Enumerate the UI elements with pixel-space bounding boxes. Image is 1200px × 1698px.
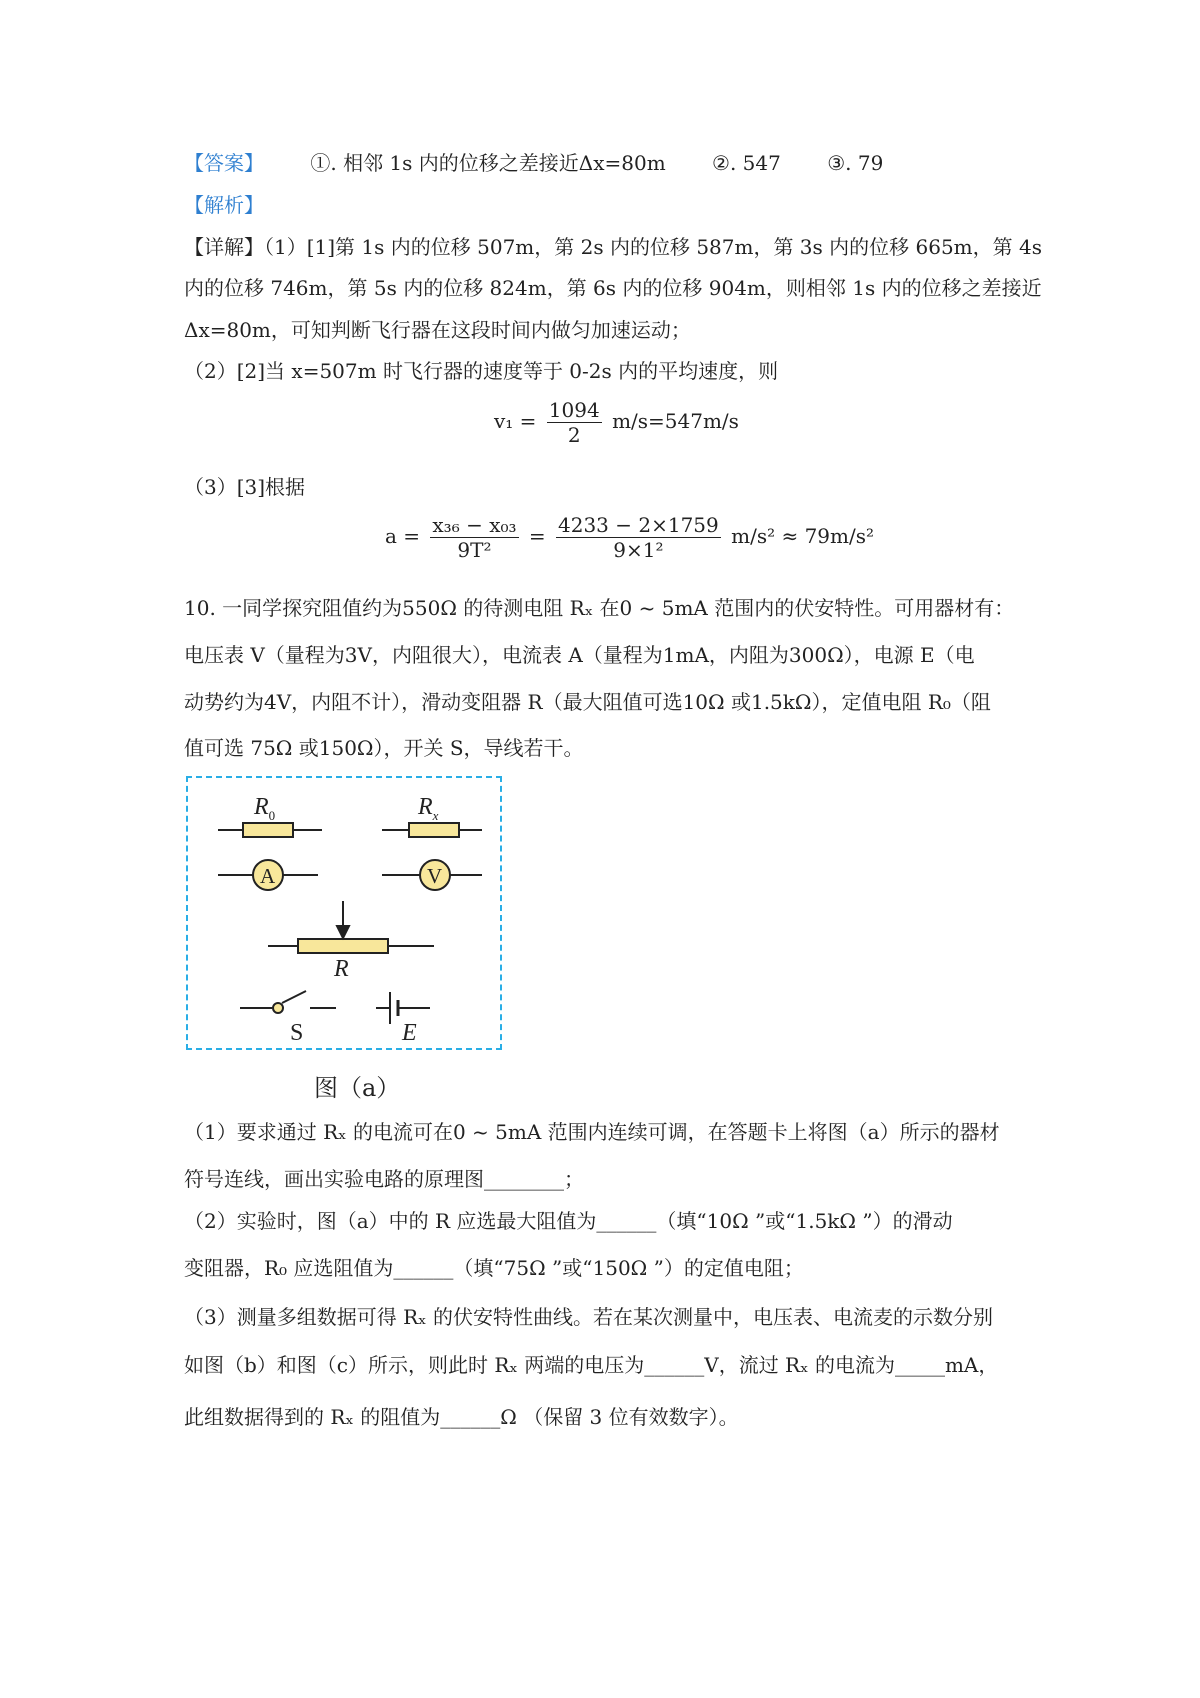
denominator: 9T² <box>457 538 492 562</box>
resistor-rx-symbol <box>382 823 482 837</box>
formula-rhs: m/s=547m/s <box>612 409 739 433</box>
figure-caption: 图（a） <box>314 1074 401 1102</box>
label-rheostat: R <box>334 956 349 982</box>
formula-lhs: v₁ = <box>494 409 537 433</box>
answer-line <box>184 147 883 176</box>
question-line: 值可选 75Ω 或150Ω），开关 S，导线若干。 <box>184 736 584 760</box>
resistor-r0-symbol <box>218 823 322 837</box>
label-voltmeter: V <box>427 864 443 888</box>
denominator: 2 <box>567 423 581 447</box>
question-line: 10. 一同学探究阻值约为550Ω 的待测电阻 Rₓ 在0 ~ 5mA 范围内的伏安特性。可用器材有： <box>184 596 1015 620</box>
analysis-label: 【解析】 <box>184 193 264 217</box>
formula-lhs: a = <box>385 524 421 548</box>
answer-1: ①. 相邻 1s 内的位移之差接近Δx=80m <box>310 151 666 175</box>
question-line: 电压表 V（量程为3V，内阻很大），电流表 A（量程为1mA，内阻为300Ω），电源 E（电 <box>184 643 975 667</box>
answer-label: 【答案】 <box>184 151 264 175</box>
label-ammeter: A <box>260 864 276 888</box>
part-line: 符号连线，画出实验电路的原理图________； <box>184 1167 584 1191</box>
numerator: 1094 <box>548 398 600 422</box>
formula-a <box>385 513 874 562</box>
detail-line: 内的位移 746m，第 5s 内的位移 824m，第 6s 内的位移 904m，则相邻 1s 内的位移之差接近 <box>184 276 1042 300</box>
label-battery: E <box>402 1020 417 1046</box>
part-line: 此组数据得到的 Rₓ 的阻值为______Ω （保留 3 位有效数字）。 <box>184 1405 739 1429</box>
answer-2: ②. 547 <box>712 151 781 175</box>
switch-symbol <box>240 991 336 1013</box>
part-line: （3）测量多组数据可得 Rₓ 的伏安特性曲线。若在某次测量中，电压表、电流麦的示数分别 <box>184 1305 993 1329</box>
label-switch: S <box>290 1020 304 1046</box>
question-line: 动势约为4V，内阻不计），滑动变阻器 R（最大阻值可选10Ω 或1.5kΩ），定值电阻 R₀（阻 <box>184 690 991 714</box>
part-line: 变阻器，R₀ 应选阻值为______（填“75Ω ”或“150Ω ”）的定值电阻； <box>184 1256 804 1280</box>
answer-3: ③. 79 <box>827 151 884 175</box>
detail-line: Δx=80m，可知判断飞行器在这段时间内做匀加速运动； <box>184 318 691 342</box>
formula-v1 <box>494 398 739 447</box>
detail-line: （2）[2]当 x=507m 时飞行器的速度等于 0-2s 内的平均速度，则 <box>184 359 779 383</box>
part-line: （1）要求通过 Rₓ 的电流可在0 ~ 5mA 范围内连续可调，在答题卡上将图（a）所示的器材 <box>184 1120 1000 1144</box>
label-rx: $R_x$ <box>418 794 439 823</box>
part-line: （2）实验时，图（a）中的 R 应选最大阻值为______（填“10Ω ”或“1.5kΩ ”）的滑动 <box>184 1209 953 1233</box>
part-line: 如图（b）和图（c）所示，则此时 Rₓ 两端的电压为______V，流过 Rₓ 的电流为_____mA， <box>184 1353 999 1377</box>
denominator: 9×1² <box>613 538 664 562</box>
label-r0: $R_0$ <box>254 794 276 823</box>
circuit-components-figure <box>186 776 502 1050</box>
numerator: 4233 − 2×1759 <box>558 513 719 537</box>
detail-line: （3）[3]根据 <box>184 475 306 499</box>
detail-line: 【详解】（1）[1]第 1s 内的位移 507m，第 2s 内的位移 587m，第 3s 内的位移 665m，第 4s <box>184 235 1042 259</box>
equals: = <box>528 524 546 548</box>
numerator: x₃₆ − x₀₃ <box>432 513 517 537</box>
rheostat-symbol <box>268 901 434 953</box>
formula-rhs: m/s² ≈ 79m/s² <box>731 524 875 548</box>
